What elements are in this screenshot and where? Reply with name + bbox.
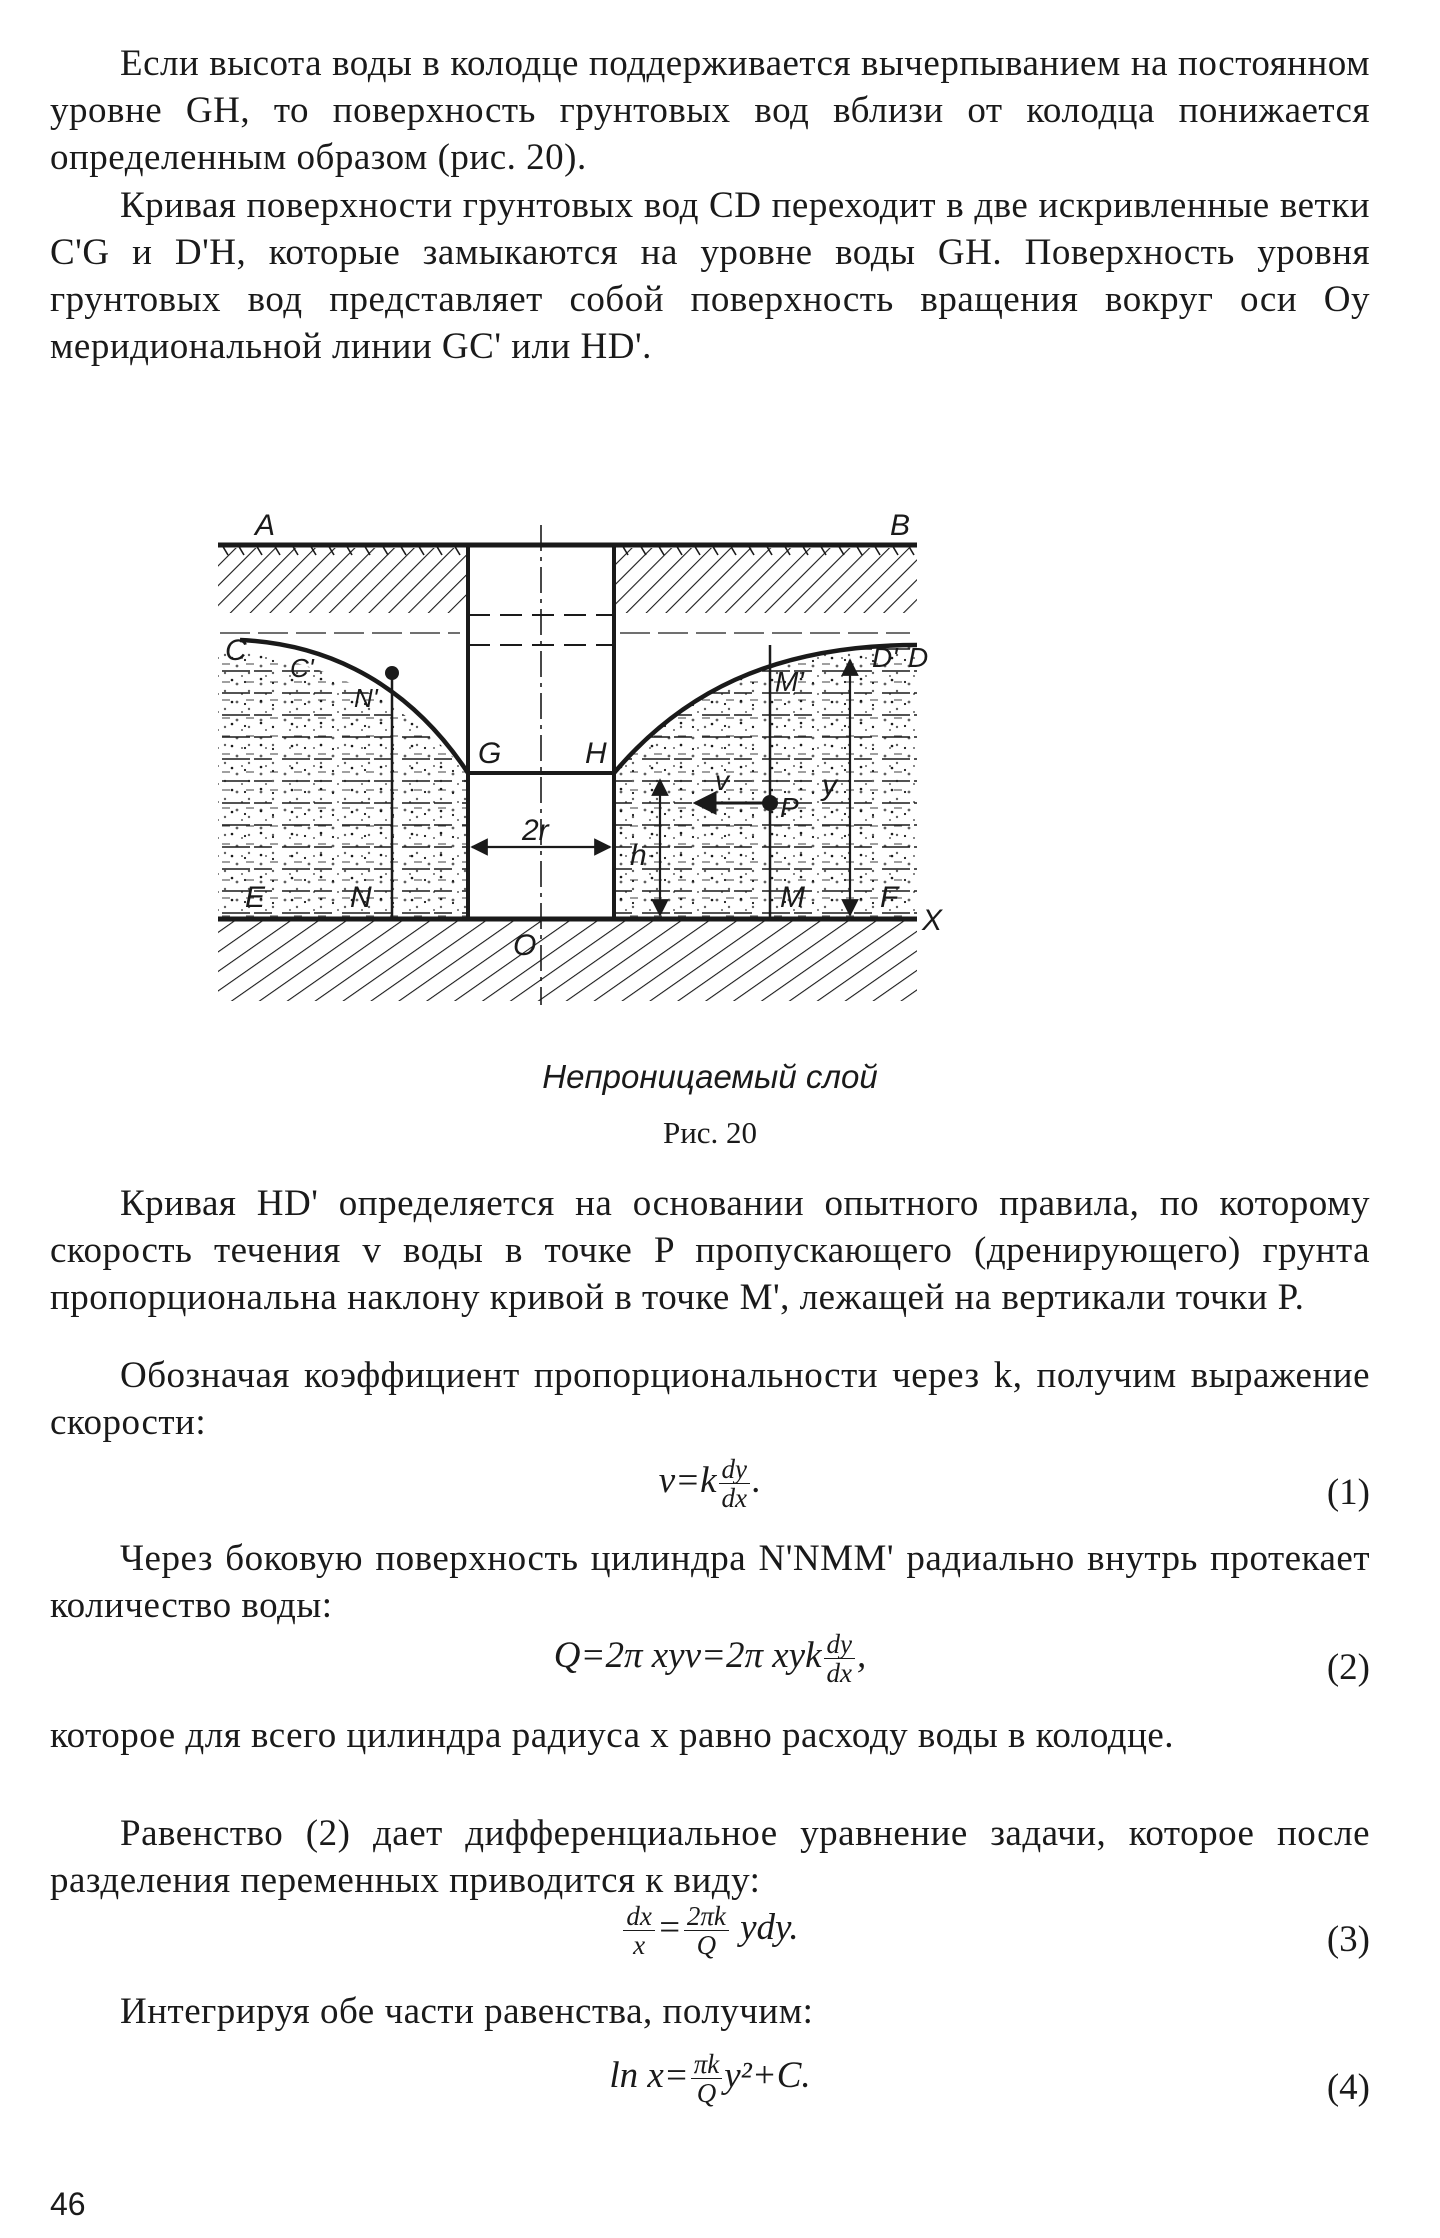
label-a: A <box>255 509 276 542</box>
eq2-fraction <box>824 1630 855 1687</box>
water-layer <box>218 617 917 917</box>
eq3-numerator-right: 2πk <box>684 1902 729 1931</box>
label-m-prime: M' <box>775 666 804 697</box>
impermeable-layer-label: Непроницаемый слой <box>542 1058 878 1095</box>
eq2-lhs: Q=2π xyv=2π xyk <box>553 1634 822 1676</box>
impermeable-layer <box>218 921 917 1001</box>
label-h: H <box>585 737 607 770</box>
label-d-prime: D' <box>872 642 898 673</box>
equation-2 <box>50 1630 1370 1710</box>
label-v: v <box>715 765 729 796</box>
paragraph-7: Равенство (2) дает дифференциальное уравнение задачи, которое после разделения переменных приводится к виду: <box>50 1813 1370 1901</box>
label-o: O <box>513 929 537 962</box>
eq2-denominator: dx <box>826 1658 852 1688</box>
eq4-numerator: πk <box>691 2050 723 2079</box>
figure-caption: Рис. 20 <box>662 1115 758 1150</box>
label-e: E <box>245 881 266 914</box>
label-c-prime: C' <box>290 653 314 683</box>
eq3-denominator-right: Q <box>696 1930 717 1960</box>
label-n: N <box>350 881 372 914</box>
paragraph-6: которое для всего цилиндра радиуса x равно расходу воды в колодце. <box>50 1715 1175 1756</box>
eq1-lhs: v=k <box>658 1459 717 1501</box>
figure-20 <box>160 445 1260 1145</box>
eq2-number: (2) <box>1326 1647 1370 1688</box>
eq1-denominator: dx <box>721 1483 748 1513</box>
label-n-prime: N' <box>354 683 378 713</box>
point-p <box>762 795 778 811</box>
equation-3 <box>50 1902 1370 1982</box>
label-p: P <box>780 792 799 823</box>
paragraph-2: Кривая поверхности грунтовых вод CD переходит в две искривленные ветки C'G и D'H, которые замыкаются на уровне воды GH. Поверхность уровня грунтовых вод представляет собой поверхность вращения вокруг оси Oy меридиональной линии GC' или HD'. <box>50 185 1370 367</box>
label-d: D <box>908 642 929 673</box>
label-b: B <box>890 509 911 542</box>
paragraph-1: Если высота воды в колодце поддерживается вычерпыванием на постоянном уровне GH, то поверхность грунтовых вод вблизи от колодца понижается определенным образом (рис. 20). <box>50 43 1370 178</box>
eq3-equals: = <box>656 1906 682 1948</box>
eq4-number: (4) <box>1326 2067 1370 2108</box>
label-f: F <box>880 881 899 914</box>
eq3-fraction-right <box>684 1902 729 1959</box>
eq1-tail: . <box>752 1459 762 1501</box>
eq3-fraction-left <box>623 1902 654 1959</box>
label-x: X <box>922 904 943 937</box>
paragraph-4: Обозначая коэффициент пропорциональности через k, получим выражение скорости: <box>50 1355 1370 1443</box>
eq4-denominator: Q <box>696 2078 717 2108</box>
page-number: 46 <box>50 2186 86 2222</box>
eq2-tail: , <box>857 1634 867 1676</box>
upper-soil-layer <box>218 548 917 613</box>
eq3-number: (3) <box>1326 1919 1370 1960</box>
label-m: M <box>780 881 805 914</box>
eq4-fraction <box>691 2050 723 2107</box>
label-2r: 2r <box>522 814 549 847</box>
eq2-numerator: dy <box>824 1630 855 1659</box>
eq3-denominator-left: x <box>633 1930 646 1960</box>
eq1-number: (1) <box>1326 1472 1370 1513</box>
equation-1 <box>50 1455 1370 1535</box>
equation-4 <box>50 2050 1370 2130</box>
label-c: C <box>225 634 247 667</box>
eq3-tail: ydy. <box>740 1906 799 1948</box>
label-g: G <box>478 737 502 770</box>
point-n-prime <box>385 666 399 680</box>
eq1-numerator: dy <box>719 1455 750 1484</box>
paragraph-8: Интегрируя обе части равенства, получим: <box>120 1991 814 2032</box>
label-y: y <box>822 769 837 802</box>
paragraph-5: Через боковую поверхность цилиндра N'NMM' радиально внутрь протекает количество воды: <box>50 1538 1370 1626</box>
paragraph-3: Кривая HD' определяется на основании опытного правила, по которому скорость течения v воды в точке P пропускающего (дренирующего) грунта пропорциональна наклону кривой в точке M', лежащей на вертикали точки P. <box>50 1183 1370 1318</box>
eq4-tail: y²+C. <box>724 2054 811 2096</box>
eq1-fraction <box>719 1455 750 1512</box>
label-h-dim: h <box>630 839 647 872</box>
eq3-numerator-left: dx <box>623 1902 654 1931</box>
eq4-lhs: ln x= <box>609 2054 689 2096</box>
